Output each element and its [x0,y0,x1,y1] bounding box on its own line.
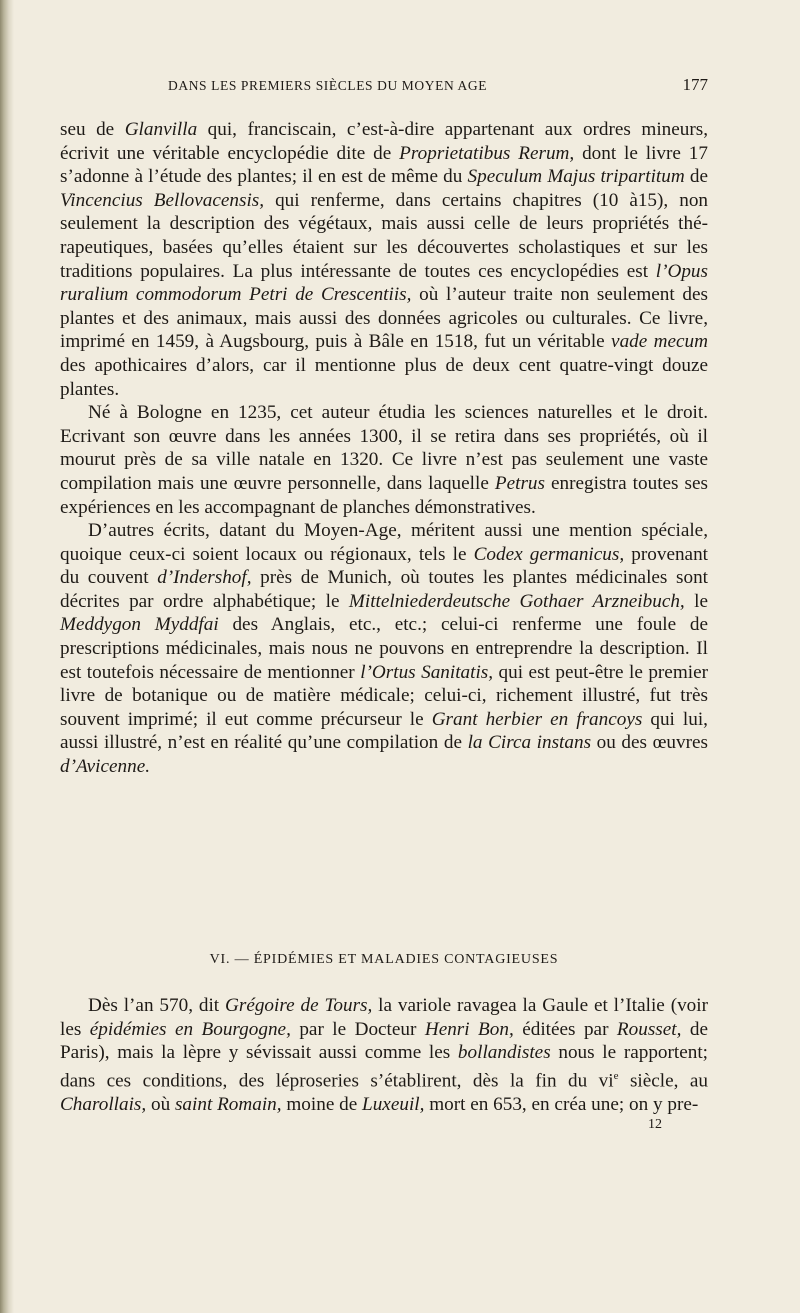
text-run: où l’auteur traite non seulement des plantes et des animaux, mais aussi des données agricoles ou culturales. Ce livre, imprimé en 1459, à Augsbourg, puis à Bâle en 1518, fut un véritable [60,284,708,353]
italic-text: Proprietatibus Rerum, [399,142,575,164]
text-run: éditées par [513,1018,617,1040]
text-run: de Paris), mais la lèpre y sévissait aussi comme les [60,1018,708,1064]
italic-text: Vincencius Bellovacensis, [60,189,265,211]
page-number: 177 [682,75,708,94]
running-title: DANS LES PREMIERS SIÈCLES DU MOYEN AGE [168,78,488,93]
text-run: D’autres écrits, datant du Moyen-Age, méritent aussi une mention spéciale, quoique ceux-ci soient locaux ou régionaux, tels le [60,520,708,565]
text-run: des Anglais, etc., etc.; celui-ci renferme une foule de prescriptions médicinales, mais nous ne pouvons en entreprendre la description. Il est toutefois nécessaire de mentionner [60,614,709,683]
text-run: qui est peut-être le premier livre de botanique ou de matière médicale; celui-ci, richement illustré, fut très souvent imprimé; il eut comme précurseur le [60,661,708,730]
italic-text: Petrus [494,472,545,494]
italic-text: Rousset, [616,1018,682,1040]
paragraph [60,994,708,1116]
text-run: Dès l’an 570, dit [88,995,225,1016]
italic-text: Charollais, [60,1093,147,1115]
text-run: qui lui, aussi illustré, n’est en réalité qu’une compilation de [60,708,708,754]
italic-text: l’Ortus Sanitatis, [360,661,494,683]
italic-text: Mittelniederdeutsche Gothaer Arzneibuch, [348,590,685,612]
binding-shadow [0,0,14,1313]
italic-text: saint Romain, [174,1093,282,1115]
italic-text: épidémies en Bourgogne, [89,1018,291,1040]
paragraph [60,519,708,779]
text-run: Né à Bologne en 1235, cet auteur étudia les sciences naturelles et le droit. Ecrivant son œuvre dans les années 1300, il se retira dans ses propriétés, où il mourut près de sa ville natale en 1320. Ce livre n’est pas seulement une vaste compilation mais une œuvre personnelle, dans laquelle [60,402,708,494]
text-run: près de Munich, où toutes les plantes médicinales sont décrites par ordre alphabétique; le [60,567,708,612]
italic-text: bollandistes [457,1042,551,1064]
italic-text: d’Avicenne. [60,756,151,778]
text-run: où [146,1093,175,1115]
section-text [60,994,708,1116]
italic-text: Glanvilla [124,119,198,140]
body-text [60,118,708,779]
text-run: de [684,166,708,188]
running-head [60,75,708,100]
italic-text: Grégoire de Tours, [225,995,373,1016]
superscript-text: e [613,1069,619,1082]
paragraph [60,118,708,401]
italic-text: Luxeuil, [362,1093,425,1115]
italic-text: Codex germanicus, [473,543,625,565]
text-run: provenant du couvent [60,543,708,589]
text-run: qui, franciscain, c’est-à-dire appartenant aux ordres mineurs, écrivit une véritable encyclopédie dite de [60,119,709,164]
text-run: enregistra toutes ses expériences en les accompagnant de planches démonstratives. [60,472,708,518]
italic-text: Henri Bon, [424,1018,514,1040]
italic-text: la Circa instans [467,732,592,754]
italic-text: Meddygon Myddfai [60,614,219,636]
italic-text: d’Indershof, [157,567,252,589]
paragraph [60,401,708,519]
italic-text: l’Opus ruralium commodorum Petri de Crescentiis, [60,260,708,306]
italic-text: Grant herbier en francoys [431,708,643,730]
text-run: qui renferme, dans certains chapitres (10 à15), non seulement la description des végétaux, mais aussi celle de leurs propriétés thérapeutiques, basées qu’elles étaient sur les découvertes scholastiques et sur les traditions populaires. La plus intéressante de toutes ces encyclopédies est [60,189,709,282]
text-run: ou des œuvres [591,732,708,754]
italic-text: vade mecum [611,331,708,353]
signature-mark: 12 [648,1117,662,1132]
text-run: la variole ravagea la Gaule et l’Italie (voir les [60,995,708,1040]
text-run: siècle, au [618,1070,708,1092]
text-run: des apothicaires d’alors, car il mentionne plus de deux cent quatre-vingt douze plantes. [60,354,708,400]
text-run: le [684,590,708,612]
text-run: moine de [281,1093,363,1115]
text-run: nous le rapportent; dans ces conditions, des léproseries s’établirent, dès la fin du vi [60,1042,708,1092]
italic-text: Speculum Majus tripartitum [467,166,685,188]
section-heading: VI. — ÉPIDÉMIES ET MALADIES CONTAGIEUSES [209,952,559,967]
text-run: mort en 653, en créa une; on y pre- [424,1093,699,1115]
text-run: par le Docteur [290,1018,425,1040]
text-run: seu de [60,119,125,140]
text-run: dont le livre 17 s’adonne à l’étude des plantes; il en est de même du [60,142,708,188]
